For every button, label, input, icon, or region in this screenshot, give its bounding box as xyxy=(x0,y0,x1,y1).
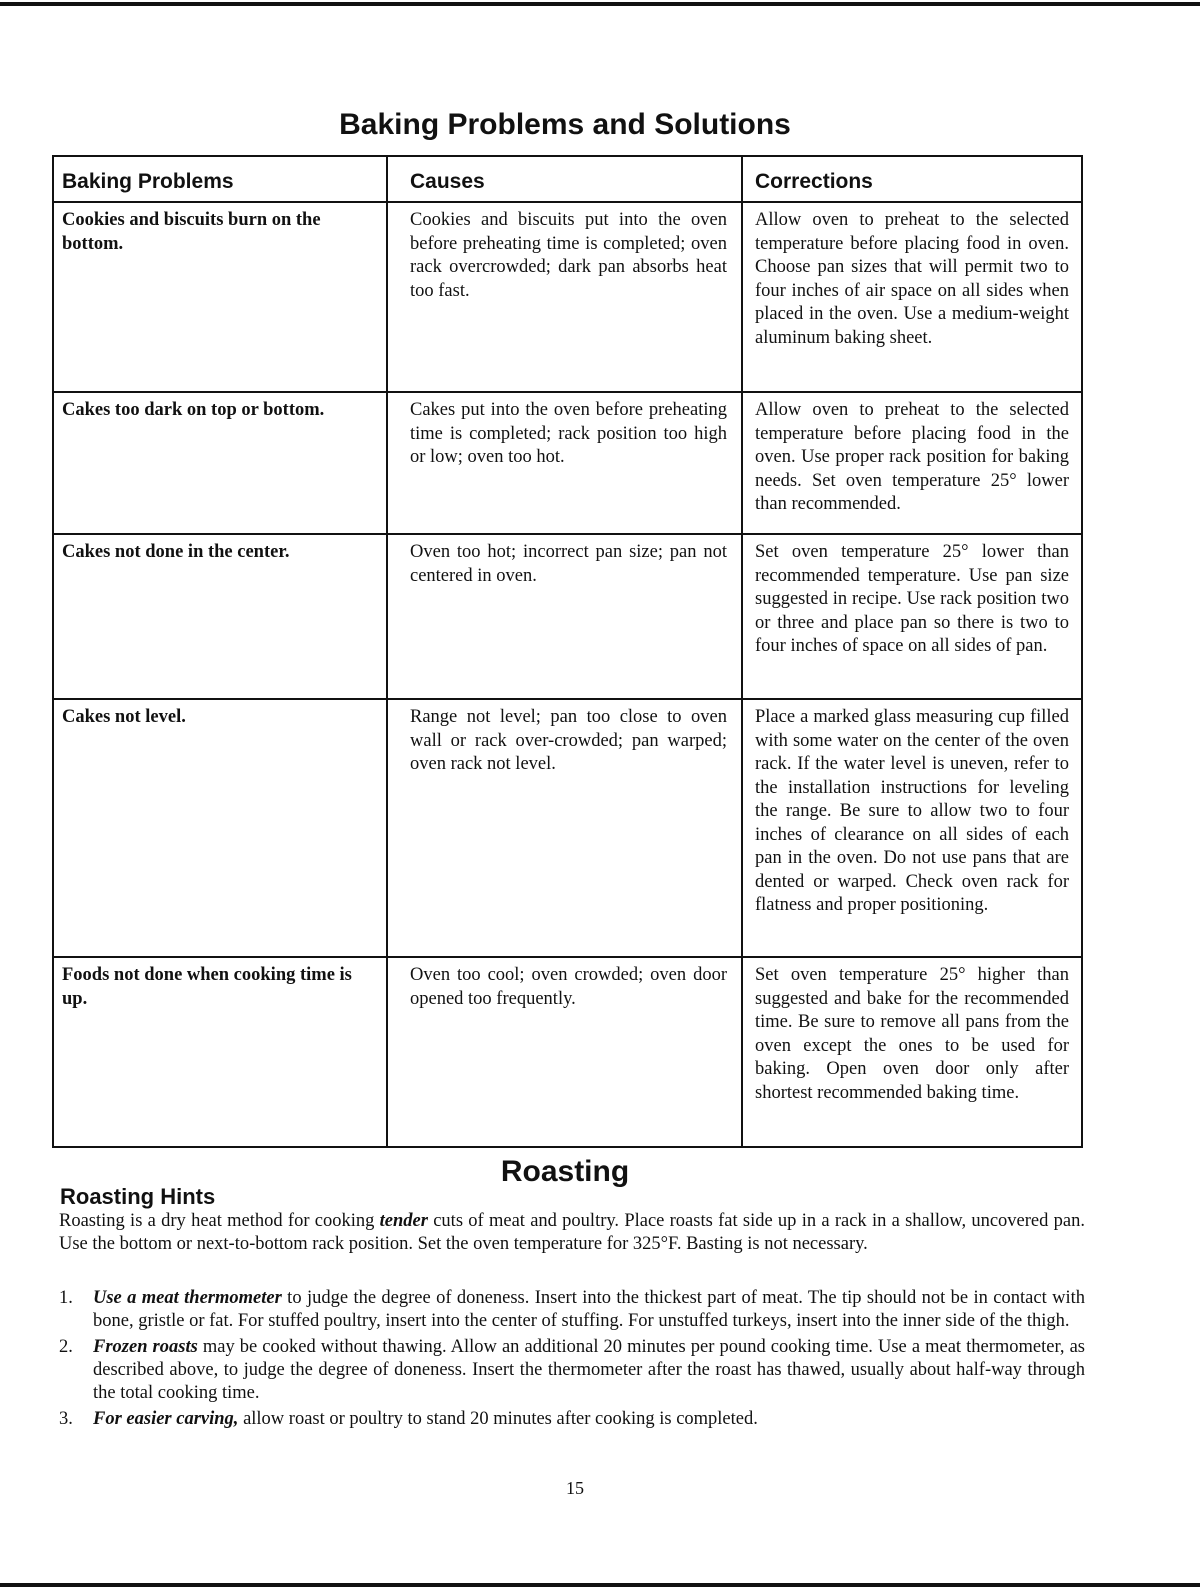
correction-cell: Place a marked glass measuring cup filled with some water on the center of the oven rack. If the water level is uneven, refer to the installation instructions for leveling the range. Be sure to allow two to four inches of clearance on all sides of each pan in the oven. Do not use pans that are dented or warped. Check oven rack for flatness and proper positioning. xyxy=(742,699,1082,957)
list-item xyxy=(59,1287,1085,1333)
problem-cell: Cakes not done in the center. xyxy=(53,534,387,699)
roasting-intro xyxy=(59,1210,1085,1256)
correction-cell: Set oven temperature 25° lower than recommended temperature. Use pan size suggested in recipe. Use rack position two or three and place pan so there is two to four inches of space on all sides of pan. xyxy=(742,534,1082,699)
hint-lead: Use a meat thermometer xyxy=(93,1288,282,1308)
table-row xyxy=(53,202,1082,392)
table-row xyxy=(53,957,1082,1147)
hint-lead: Frozen roasts xyxy=(93,1337,198,1357)
problem-cell: Foods not done when cooking time is up. xyxy=(53,957,387,1147)
roasting-title: Roasting xyxy=(500,1155,630,1188)
header-corrections: Corrections xyxy=(742,156,1082,202)
list-item xyxy=(59,1408,1085,1431)
bottom-rule xyxy=(0,1583,1200,1587)
table-header-row xyxy=(53,156,1082,202)
cause-cell: Oven too hot; incorrect pan size; pan not centered in oven. xyxy=(387,534,742,699)
cause-cell: Cakes put into the oven before preheating time is completed; rack position too high or low; oven too hot. xyxy=(387,392,742,534)
correction-cell: Allow oven to preheat to the selected temperature before placing food in the oven. Use proper rack position for baking needs. Set oven temperature 25° lower than recommended. xyxy=(742,392,1082,534)
hint-text: may be cooked without thawing. Allow an additional 20 minutes per pound cooking time. Use a meat thermometer, as described above, to judge the degree of doneness. Insert the thermometer after the roast has thawed, usually about half-way through the total cooking time. xyxy=(93,1337,1085,1403)
list-number: 2. xyxy=(59,1337,73,1357)
header-causes: Causes xyxy=(387,156,742,202)
problem-cell: Cakes not level. xyxy=(53,699,387,957)
list-number: 1. xyxy=(59,1288,73,1308)
hint-text: to judge the degree of doneness. Insert into the thickest part of meat. The tip should not be in contact with bone, gristle or fat. For stuffed poultry, insert into the center of stuffing. For unstuffed turkeys, insert into the inner side of the thigh. xyxy=(93,1288,1085,1331)
intro-emphasis: tender xyxy=(379,1211,428,1231)
table-row xyxy=(53,392,1082,534)
top-rule xyxy=(0,2,1200,6)
header-baking-problems: Baking Problems xyxy=(53,156,387,202)
baking-problems-table xyxy=(52,155,1083,1148)
problem-cell: Cakes too dark on top or bottom. xyxy=(53,392,387,534)
hint-text: allow roast or poultry to stand 20 minutes after cooking is completed. xyxy=(238,1409,758,1429)
roasting-hints-list xyxy=(59,1287,1085,1434)
cause-cell: Range not level; pan too close to oven wall or rack over-crowded; pan warped; oven rack not level. xyxy=(387,699,742,957)
cause-cell: Oven too cool; oven crowded; oven door opened too frequently. xyxy=(387,957,742,1147)
intro-text: Roasting is a dry heat method for cooking xyxy=(59,1211,380,1231)
correction-cell: Allow oven to preheat to the selected temperature before placing food in oven. Choose pan sizes that will permit two to four inches of air space on all sides when placed in the oven. Use a medium-weight aluminum baking sheet. xyxy=(742,202,1082,392)
cause-cell: Cookies and biscuits put into the oven before preheating time is completed; oven rack overcrowded; dark pan absorbs heat too fast. xyxy=(387,202,742,392)
roasting-hints-heading: Roasting Hints xyxy=(60,1184,216,1209)
list-number: 3. xyxy=(59,1409,73,1429)
correction-cell: Set oven temperature 25° higher than suggested and bake for the recommended time. Be sure to remove all pans from the oven except the ones to be used for baking. Open oven door only after shortest recommended baking time. xyxy=(742,957,1082,1147)
table-row xyxy=(53,699,1082,957)
problem-cell: Cookies and biscuits burn on the bottom. xyxy=(53,202,387,392)
intro-text-rest: cuts of meat and poultry. Place roasts fat side up in a rack in a shallow, uncovered pan. Use the bottom or next-to-bottom rack position. Set the oven temperature for 325°F. Basting is not necessary. xyxy=(59,1211,1085,1254)
page-number: 15 xyxy=(566,1478,584,1498)
hint-lead: For easier carving, xyxy=(93,1409,239,1429)
page-title: Baking Problems and Solutions xyxy=(339,108,791,141)
table-row xyxy=(53,534,1082,699)
list-item xyxy=(59,1336,1085,1405)
